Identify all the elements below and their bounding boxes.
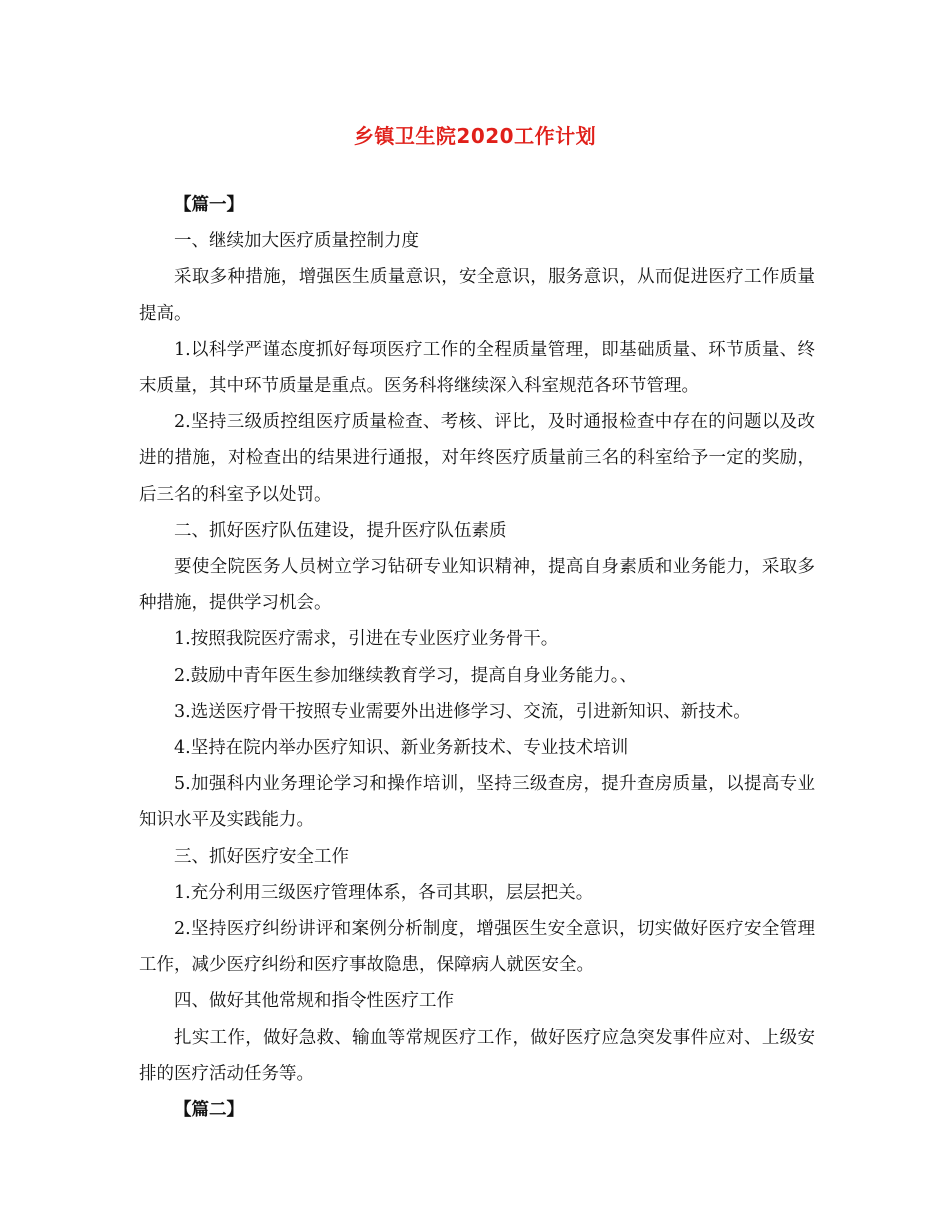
paragraph: 扎实工作，做好急救、输血等常规医疗工作，做好医疗应急突发事件应对、上级安排的医疗活动任务等。 [139, 1027, 815, 1084]
list-item: 2.鼓励中青年医生参加继续教育学习，提高自身业务能力。、 [174, 665, 637, 686]
list-item: 3.选送医疗骨干按照专业需要外出进修学习、交流，引进新知识、新技术。 [174, 701, 751, 722]
list-item: 4.坚持在院内举办医疗知识、新业务新技术、专业技术培训 [174, 738, 629, 759]
list-item: 5.加强科内业务理论学习和操作培训，坚持三级查房，提升查房质量，以提高专业知识水平及实践能力。 [139, 774, 815, 831]
section-heading-part-1: 【篇一】 [174, 195, 244, 215]
section-heading-part-2: 【篇二】 [174, 1100, 244, 1121]
heading-2: 二、抓好医疗队伍建设，提升医疗队伍素质 [174, 520, 507, 541]
document-title: 乡镇卫生院2020工作计划 [353, 124, 597, 148]
list-item: 1.充分利用三级医疗管理体系，各司其职，层层把关。 [174, 882, 594, 903]
document-body [139, 187, 815, 1128]
heading-1: 一、继续加大医疗质量控制力度 [174, 231, 419, 252]
paragraph: 要使全院医务人员树立学习钻研专业知识精神，提高自身素质和业务能力，采取多种措施，提供学习机会。 [139, 557, 815, 614]
paragraph: 采取多种措施，增强医生质量意识，安全意识，服务意识，从而促进医疗工作质量提高。 [139, 267, 815, 324]
heading-4: 四、做好其他常规和指令性医疗工作 [174, 991, 454, 1012]
list-item: 1.以科学严谨态度抓好每项医疗工作的全程质量管理，即基础质量、环节质量、终末质量，其中环节质量是重点。医务科将继续深入科室规范各环节管理。 [139, 339, 815, 397]
list-item: 2.坚持三级质控组医疗质量检查、考核、评比，及时通报检查中存在的问题以及改进的措施，对检查出的结果进行通报，对年终医疗质量前三名的科室给予一定的奖励，后三名的科室予以处罚。 [139, 412, 815, 505]
list-item: 1.按照我院医疗需求，引进在专业医疗业务骨干。 [174, 629, 559, 650]
heading-3: 三、抓好医疗安全工作 [174, 846, 349, 867]
list-item: 2.坚持医疗纠纷讲评和案例分析制度，增强医生安全意识，切实做好医疗安全管理工作，减少医疗纠纷和医疗事故隐患，保障病人就医安全。 [139, 919, 815, 976]
